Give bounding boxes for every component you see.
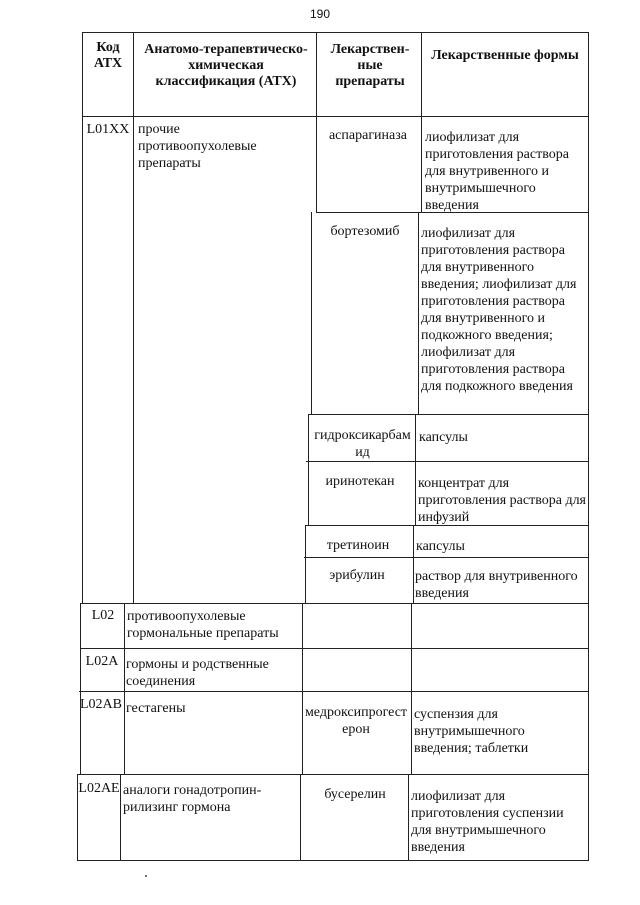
dosage-forms: лиофилизат для приготовления суспензии для внутримышечного введения bbox=[411, 789, 564, 855]
header-forms: Лекарственные формы bbox=[431, 48, 579, 63]
column-divider bbox=[300, 774, 301, 861]
dosage-forms: раствор для внутривенного введения bbox=[415, 569, 578, 601]
drug-name: гидроксикарбамид bbox=[314, 428, 411, 460]
header-code: Код АТХ bbox=[93, 40, 123, 71]
dosage-forms: суспензия для внутримышечного введения; таблетки bbox=[414, 707, 529, 756]
row-divider bbox=[308, 414, 589, 415]
column-divider bbox=[305, 525, 306, 603]
table-border-bottom bbox=[77, 860, 589, 861]
column-divider bbox=[302, 603, 303, 774]
column-divider bbox=[133, 32, 134, 603]
atc-classification: гестагены bbox=[126, 701, 186, 716]
row-divider bbox=[306, 461, 589, 462]
row-divider bbox=[78, 774, 589, 775]
dosage-forms: лиофилизат для приготовления раствора для внутривенного и внутримышечного введения bbox=[425, 130, 569, 213]
table-border-left bbox=[80, 603, 81, 774]
atc-classification: гормоны и родственные соединения bbox=[126, 657, 269, 689]
drug-name: бусерелин bbox=[324, 787, 386, 802]
drug-name: иринотекан bbox=[325, 474, 395, 489]
atc-code: L02AE bbox=[78, 781, 120, 796]
column-divider bbox=[418, 212, 419, 414]
header-drugs: Лекарствен-ные препараты bbox=[330, 42, 410, 89]
drug-name: аспарагиназа bbox=[328, 128, 408, 143]
table-border-right bbox=[588, 32, 589, 861]
atc-code: L01XX bbox=[86, 122, 130, 137]
header-divider bbox=[82, 116, 589, 117]
dosage-forms: капсулы bbox=[419, 430, 468, 445]
table-border-top bbox=[82, 32, 589, 33]
dosage-forms: лиофилизат для приготовления раствора для внутривенного введения; лиофилизат для приготовления раствора для внутривенного и подкожного введения; лиофилизат для приготовления раствора для подкожного введения bbox=[421, 226, 577, 394]
scan-speck bbox=[145, 875, 147, 877]
column-divider bbox=[415, 414, 416, 525]
dosage-forms: капсулы bbox=[416, 539, 465, 554]
column-divider bbox=[311, 212, 312, 414]
atc-classification: прочие противоопухолевые препараты bbox=[138, 122, 257, 171]
table-border-left bbox=[82, 32, 83, 603]
drug-name: эрибулин bbox=[329, 568, 385, 583]
atc-code: L02AB bbox=[80, 697, 122, 712]
dosage-forms: концентрат для приготовления раствора для инфузий bbox=[418, 476, 586, 525]
column-divider bbox=[421, 32, 422, 212]
atc-classification: противоопухолевые гормональные препараты bbox=[127, 609, 279, 641]
drug-name: бортезомиб bbox=[330, 224, 400, 239]
header-classification: Анатомо-терапевтическо-химическая классификация (АТХ) bbox=[144, 42, 308, 89]
row-divider bbox=[79, 691, 589, 692]
drug-table bbox=[78, 32, 589, 860]
column-divider bbox=[408, 774, 409, 861]
page-number: 190 bbox=[309, 7, 331, 21]
atc-classification: аналоги гонадотропин-рилизинг гормона bbox=[123, 783, 262, 815]
row-divider bbox=[81, 603, 589, 604]
column-divider bbox=[411, 603, 412, 774]
drug-name: медроксипрогестерон bbox=[304, 705, 408, 737]
atc-code: L02A bbox=[85, 654, 119, 669]
drug-name: третиноин bbox=[326, 538, 390, 553]
atc-code: L02 bbox=[91, 608, 115, 623]
column-divider bbox=[316, 32, 317, 212]
row-divider bbox=[80, 648, 589, 649]
row-divider bbox=[304, 557, 589, 558]
column-divider bbox=[308, 414, 309, 525]
